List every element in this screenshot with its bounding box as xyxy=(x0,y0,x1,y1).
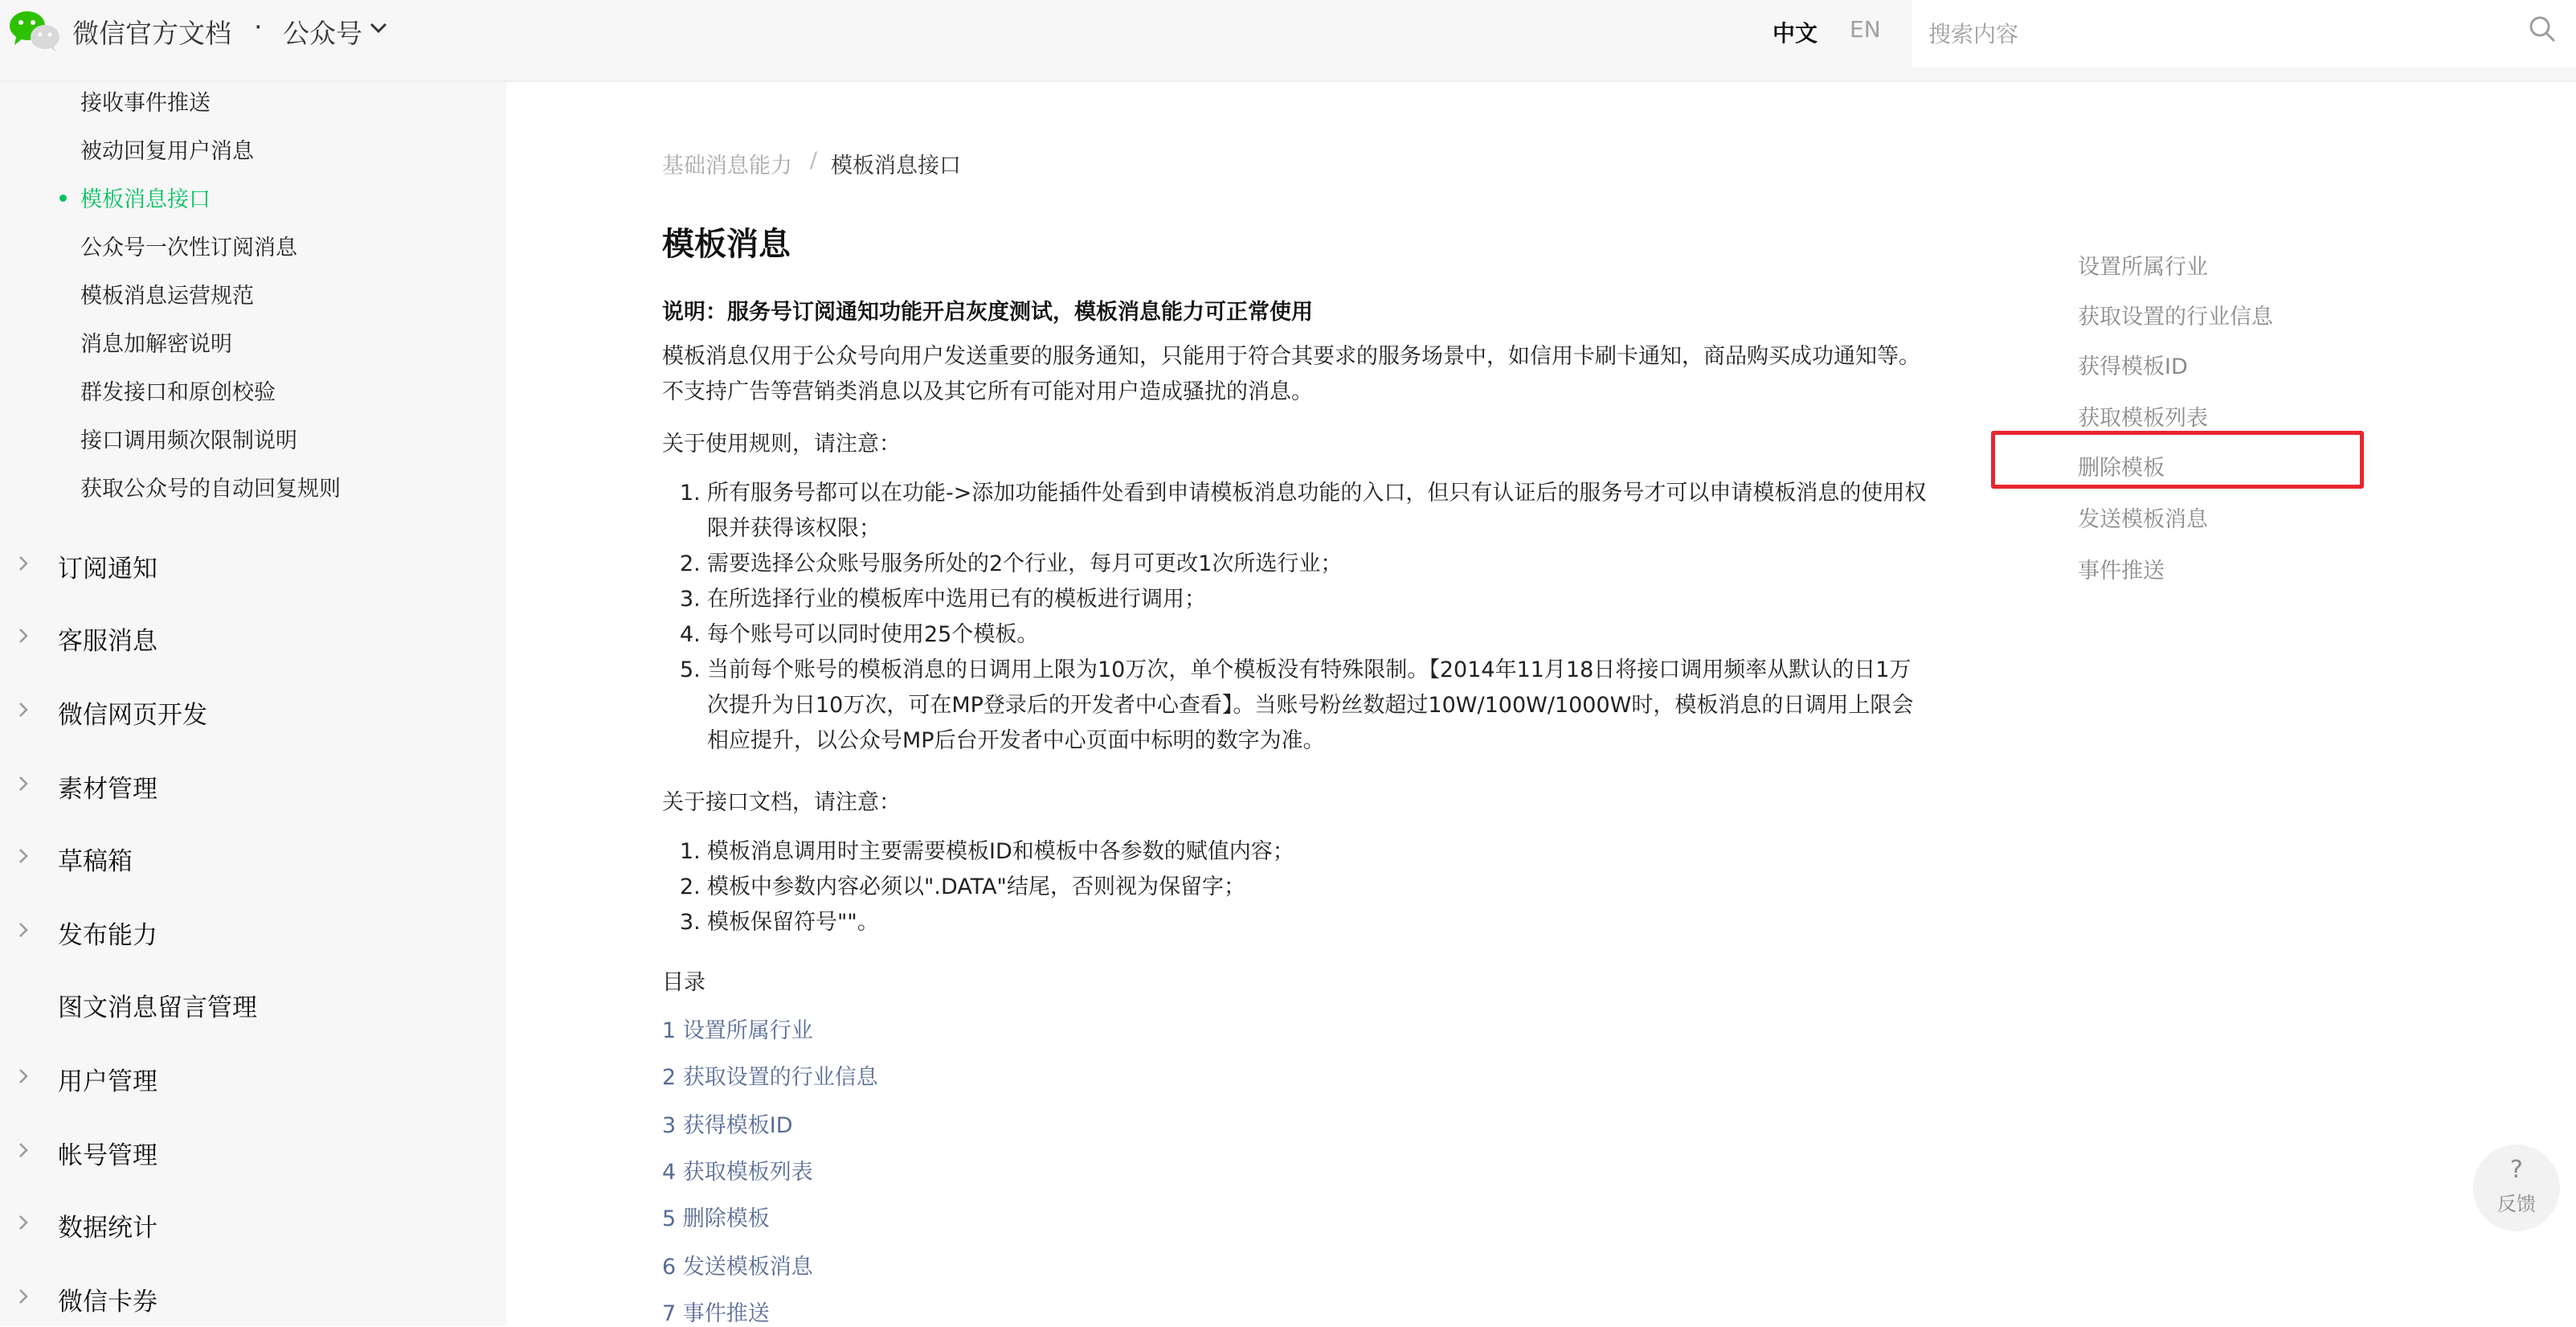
intro-paragraph: 模板消息仅用于公众号向用户发送重要的服务通知，只能用于符合其要求的服务场景中，如信用卡刷卡通知，商品购买成功通知等。不支持广告等营销类消息以及其它所有可能对用户造成骚扰的消息。 xyxy=(662,344,1920,404)
right-toc-delete-template[interactable]: 删除模板 xyxy=(2078,456,2165,481)
sidebar-item-template-message[interactable]: 模板消息接口 xyxy=(80,187,211,212)
list-item xyxy=(662,834,1932,870)
toc-link-event-push[interactable]: 7 事件推送 xyxy=(662,1301,770,1326)
toc-link-set-industry[interactable]: 1 设置所属行业 xyxy=(662,1018,813,1043)
lang-zh-link[interactable]: 中文 xyxy=(1773,20,1818,47)
list-item-text: 所有服务号都可以在功能->添加功能插件处看到申请模板消息功能的入口，但只有认证后的服务号才可以申请模板消息的使用权限并获得该权限； xyxy=(707,481,1927,541)
sidebar-item-label: 微信网页开发 xyxy=(58,701,207,730)
right-toc-event-push[interactable]: 事件推送 xyxy=(2078,559,2165,584)
list-item-text: 在所选择行业的模板库中选用已有的模板进行调用； xyxy=(707,587,1206,612)
chevron-right-icon xyxy=(18,1288,29,1305)
site-title[interactable]: 微信官方文档 xyxy=(72,18,231,49)
breadcrumb-current: 模板消息接口 xyxy=(831,154,961,178)
sidebar-item-label: 订阅通知 xyxy=(58,555,157,584)
sidebar-item-rate-limits[interactable]: 接口调用频次限制说明 xyxy=(80,428,297,453)
right-toc-send-template[interactable]: 发送模板消息 xyxy=(2078,507,2208,532)
right-toc-set-industry[interactable]: 设置所属行业 xyxy=(2078,255,2208,280)
breadcrumb-separator: / xyxy=(810,148,818,173)
title-separator: · xyxy=(254,11,263,43)
toc-link-get-industry[interactable]: 2 获取设置的行业信息 xyxy=(662,1065,878,1090)
sidebar-item-template-operation-rules[interactable]: 模板消息运营规范 xyxy=(80,284,254,309)
wechat-logo-icon[interactable] xyxy=(8,8,61,53)
chevron-right-icon xyxy=(18,921,29,939)
rules-list xyxy=(662,476,1932,759)
sidebar-item-one-time-subscribe[interactable]: 公众号一次性订阅消息 xyxy=(80,236,297,260)
highlight-annotation-box xyxy=(1991,431,2364,489)
sidebar-item-label: 数据统计 xyxy=(58,1214,157,1243)
toc-link-delete-template[interactable]: 5 删除模板 xyxy=(662,1206,770,1231)
top-header xyxy=(0,0,2576,82)
chevron-right-icon xyxy=(18,847,29,865)
doc-label: 关于接口文档，请注意： xyxy=(662,790,901,815)
breadcrumb-parent-link[interactable]: 基础消息能力 xyxy=(662,154,792,178)
list-item-text: 需要选择公众账号服务所处的2个行业，每月可更改1次所选行业； xyxy=(707,551,1343,576)
chevron-right-icon xyxy=(18,1214,29,1231)
list-item-text: 当前每个账号的模板消息的日调用上限为10万次，单个模板没有特殊限制。【2014年11月18日将接口调用频率从默认的日1万次提升为日10万次，可在MP登录后的开发者中心查看】。当账号粉丝数超过10W/100W/1000W时，模板消息的日调用上限会相应提升，以公众号MP后台开发者中心页面中标明的数字为准。 xyxy=(707,657,1914,753)
toc-label: 目录 xyxy=(662,970,705,995)
list-item xyxy=(662,582,1932,617)
sidebar-item-label: 草稿箱 xyxy=(58,847,133,876)
list-number: 1. xyxy=(680,839,701,864)
sidebar-item-auto-reply-rules[interactable]: 获取公众号的自动回复规则 xyxy=(80,477,341,502)
feedback-button[interactable] xyxy=(2473,1145,2560,1231)
left-sidebar xyxy=(0,82,506,1326)
list-item-text: 模板保留符号""。 xyxy=(707,910,879,935)
toc-link-template-list[interactable]: 4 获取模板列表 xyxy=(662,1160,813,1185)
right-toc-template-list[interactable]: 获取模板列表 xyxy=(2078,406,2208,431)
page-title: 模板消息 xyxy=(662,226,791,263)
chevron-right-icon xyxy=(18,627,29,645)
chevron-right-icon xyxy=(18,701,29,719)
sidebar-item-label: 图文消息留言管理 xyxy=(58,993,257,1022)
list-number: 2. xyxy=(680,874,701,899)
sidebar-item-label: 微信卡券 xyxy=(58,1288,157,1317)
chevron-right-icon xyxy=(18,775,29,793)
sidebar-item-mass-send[interactable]: 群发接口和原创校验 xyxy=(80,380,276,405)
sidebar-item-passive-reply[interactable]: 被动回复用户消息 xyxy=(80,139,254,164)
product-label: 公众号 xyxy=(283,18,362,49)
list-number: 1. xyxy=(680,481,701,506)
sidebar-item-label: 发布能力 xyxy=(58,921,157,950)
list-number: 3. xyxy=(680,910,701,935)
list-item-text: 模板中参数内容必须以".DATA"结尾，否则视为保留字； xyxy=(707,874,1245,899)
list-number: 5. xyxy=(680,657,701,682)
lang-en-link[interactable]: EN xyxy=(1850,16,1881,43)
chevron-right-icon xyxy=(18,1067,29,1085)
doc-notes-list xyxy=(662,834,1932,940)
sidebar-item-label: 客服消息 xyxy=(58,627,157,656)
sidebar-item-event-push[interactable]: 接收事件推送 xyxy=(80,91,211,116)
list-number: 4. xyxy=(680,622,701,647)
list-item xyxy=(662,476,1932,547)
search-input[interactable] xyxy=(1912,0,2576,68)
list-item-text: 每个账号可以同时使用25个模板。 xyxy=(707,622,1039,647)
list-item xyxy=(662,547,1932,582)
list-item xyxy=(662,870,1932,905)
gray-test-note: 说明：服务号订阅通知功能开启灰度测试，模板消息能力可正常使用 xyxy=(662,300,1313,325)
chevron-right-icon xyxy=(18,555,29,572)
list-item-text: 模板消息调用时主要需要模板ID和模板中各参数的赋值内容； xyxy=(707,839,1294,864)
sidebar-item-label: 用户管理 xyxy=(58,1067,157,1096)
search-icon[interactable] xyxy=(2528,14,2557,43)
sidebar-item-label: 帐号管理 xyxy=(58,1141,157,1170)
list-number: 3. xyxy=(680,587,701,612)
active-indicator-icon xyxy=(59,195,67,202)
toc-link-send-template[interactable]: 6 发送模板消息 xyxy=(662,1255,813,1280)
list-item xyxy=(662,617,1932,653)
rules-label: 关于使用规则，请注意： xyxy=(662,432,901,457)
feedback-label: 反馈 xyxy=(2497,1193,2536,1215)
chevron-down-icon xyxy=(370,23,387,34)
help-icon: ? xyxy=(2510,1156,2523,1184)
list-number: 2. xyxy=(680,551,701,576)
sidebar-item-encryption[interactable]: 消息加解密说明 xyxy=(80,332,232,357)
list-item xyxy=(662,905,1932,940)
sidebar-item-label: 素材管理 xyxy=(58,775,157,804)
toc-link-get-template-id[interactable]: 3 获得模板ID xyxy=(662,1113,793,1138)
chevron-right-icon xyxy=(18,1141,29,1159)
right-toc-get-template-id[interactable]: 获得模板ID xyxy=(2078,354,2188,379)
list-item xyxy=(662,653,1932,759)
right-toc-get-industry[interactable]: 获取设置的行业信息 xyxy=(2078,305,2273,330)
product-switcher[interactable] xyxy=(283,13,362,51)
